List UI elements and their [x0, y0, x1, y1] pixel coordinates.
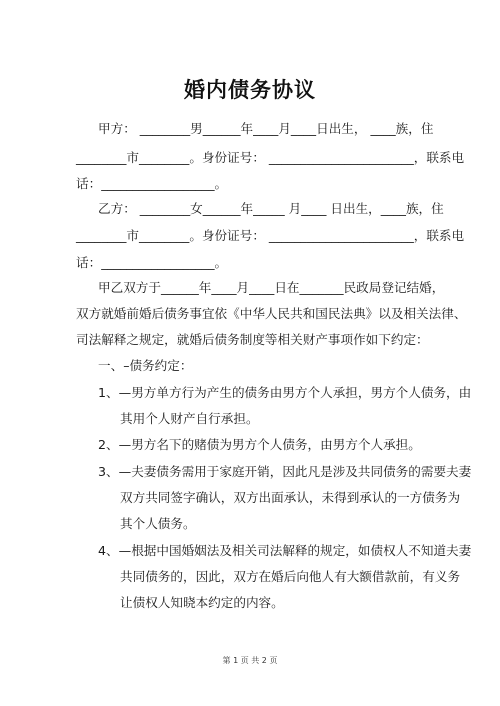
party-a-line-2: ________市________。身份证号： _______________________，联系电	[76, 150, 465, 165]
preamble-line-2: 双方就婚前婚后债务事宜依《中华人民共和国民法典》以及相关法律、	[76, 306, 467, 321]
clause-4-line-2: 共同债务的，因此，双方在婚后向他人有大额借款前，有义务	[120, 569, 461, 584]
clause-4-line-1: 4、—根据中国婚姻法及相关司法解释的规定，如债权人不知道夫妻	[98, 543, 472, 558]
clause-3-line-2: 双方共同签字确认，双方出面承认，未得到承认的一方债务为	[120, 490, 461, 505]
preamble-line-1: 甲乙双方于______年____月____日在_______民政局登记结婚，	[98, 280, 445, 295]
clause-1-line-2: 其用个人财产自行承担。	[120, 411, 259, 426]
party-b-line-2: ________市________。身份证号： _______________________，联系电	[76, 228, 465, 243]
party-a-line-3: 话：__________________。	[76, 176, 228, 191]
clause-3-line-3: 其个人债务。	[120, 516, 196, 531]
clause-3-line-1: 3、—夫妻债务需用于家庭开销，因此凡是涉及共同债务的需要夫妻	[98, 464, 472, 479]
party-a-line-1: 甲方： ________男______年____月____日出生， ____族，住	[98, 121, 434, 136]
document-title: 婚内债务协议	[184, 78, 316, 102]
clause-2-line-1: 2、—男方名下的赌债为男方个人债务，由男方个人承担。	[98, 437, 421, 452]
preamble-line-3: 司法解释之规定，就婚后债务制度等相关财产事项作如下约定：	[76, 332, 429, 347]
page-number: 第 1 页 共 2 页	[222, 656, 278, 665]
party-b-line-1: 乙方： ________女______年_____ 月____ 日出生，____族，住	[98, 201, 444, 216]
party-b-line-3: 话：__________________。	[76, 255, 228, 270]
section-heading: 一、–债务约定：	[98, 358, 193, 373]
clause-1-line-1: 1、—男方单方行为产生的债务由男方个人承担，男方个人债务，由	[98, 385, 472, 400]
clause-4-line-3: 让债权人知晓本约定的内容。	[120, 595, 284, 610]
